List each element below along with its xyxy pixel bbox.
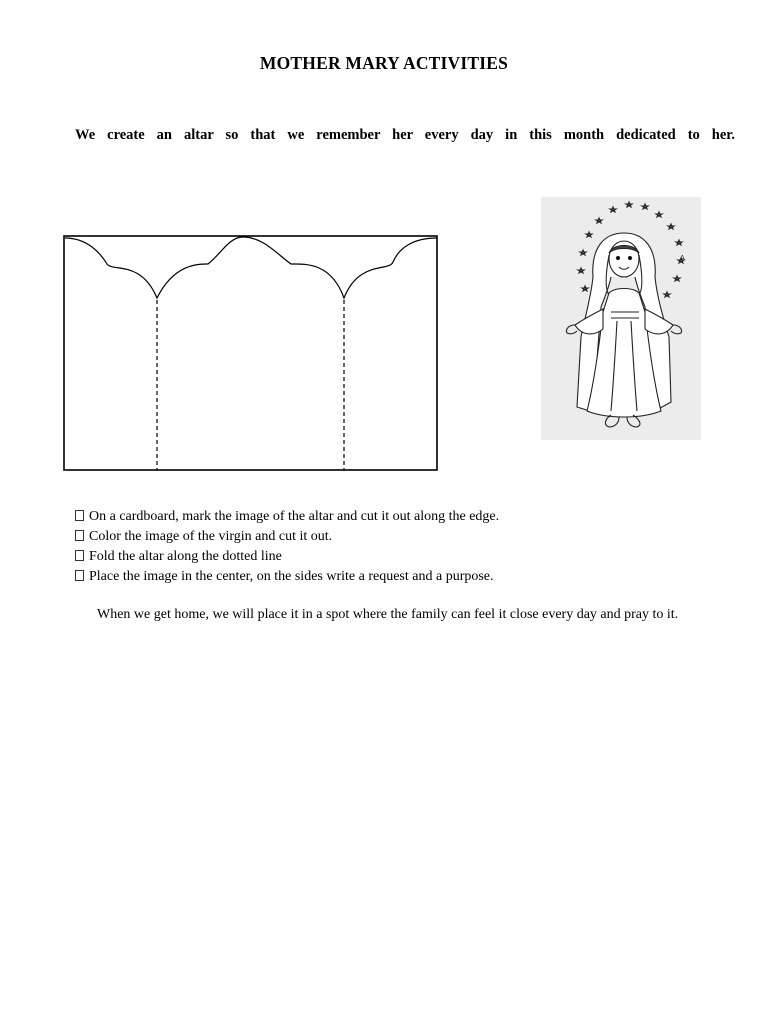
altar-cut-edge: [65, 237, 437, 298]
list-item: Color the image of the virgin and cut it out.: [75, 527, 499, 547]
list-item: Fold the altar along the dotted line: [75, 547, 499, 567]
altar-outline: [64, 236, 437, 470]
page-title: MOTHER MARY ACTIVITIES: [259, 53, 509, 73]
checkbox-icon: [75, 510, 84, 521]
checkbox-icon: [75, 570, 84, 581]
checkbox-icon: [75, 550, 84, 561]
instruction-list: [75, 507, 499, 587]
intro-paragraph: We create an altar so that we remember her every day in this month dedicated to her.: [75, 127, 735, 143]
list-item: On a cardboard, mark the image of the altar and cut it out along the edge.: [75, 507, 499, 527]
illustration-letter: A: [680, 255, 685, 262]
virgin-mary-illustration: [541, 197, 701, 440]
altar-template-diagram: [63, 234, 441, 474]
list-item: Place the image in the center, on the sides write a request and a purpose.: [75, 567, 499, 587]
closing-paragraph: When we get home, we will place it in a spot where the family can feel it close every day and pray to it.: [97, 607, 679, 622]
checkbox-icon: [75, 530, 84, 541]
